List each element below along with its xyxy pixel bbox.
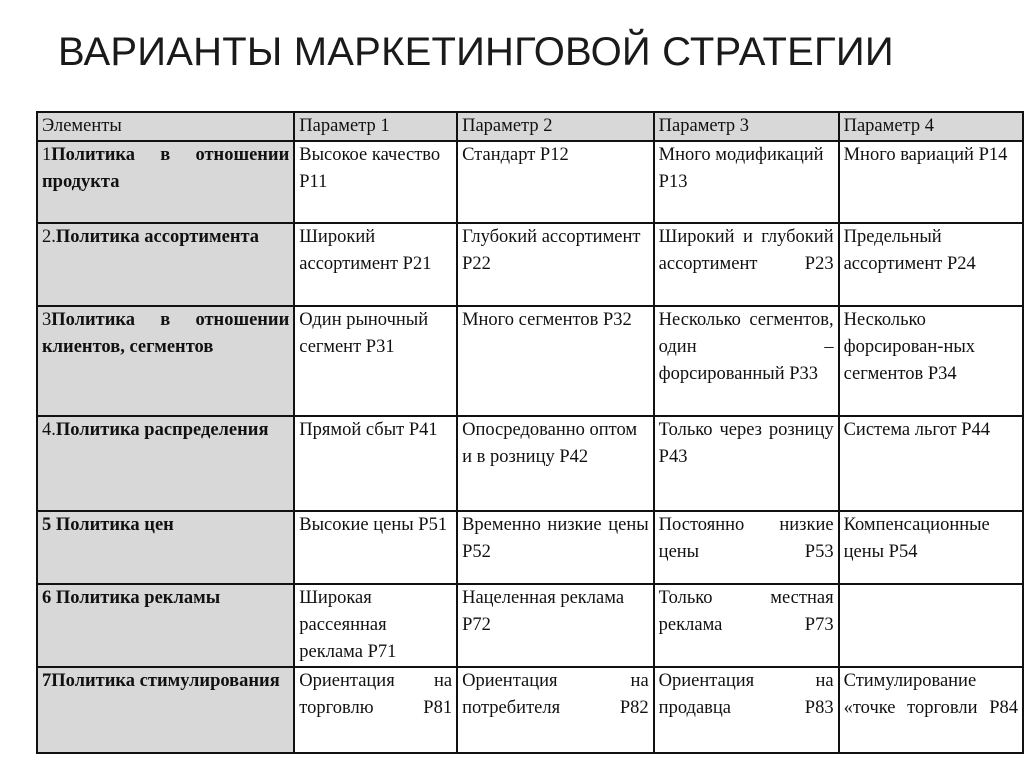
header-cell-param-1: Параметр 1 [294,112,457,141]
table-cell: Система льгот Р44 [839,416,1023,511]
table-cell: Ориентация на потребителя Р82 [457,667,654,753]
strategy-table [36,111,1024,754]
table-cell: Опосредованно оптом и в розницу Р42 [457,416,654,511]
table-cell: Стимулирование «точке торговли Р84 [839,667,1023,753]
table-row [37,223,1023,306]
table-cell: Постоянно низкие цены Р53 [654,511,839,584]
row-label-price [37,511,294,584]
table-row [37,306,1023,416]
row-label-clients [37,306,294,416]
row-label-text: Политика ассортимента [55,227,260,247]
header-cell-param-4: Параметр 4 [839,112,1023,141]
table-cell: Широкая рассеянная реклама Р71 [294,584,457,667]
table-cell: Один рыночный сегмент Р31 [294,306,457,416]
header-cell-param-3: Параметр 3 [654,112,839,141]
table-cell: Только местная реклама Р73 [654,584,839,667]
table-cell: Высокое качество Р11 [294,141,457,223]
slide-title: ВАРИАНТЫ МАРКЕТИНГОВОЙ СТРАТЕГИИ [58,30,894,74]
table-cell: Много сегментов Р32 [457,306,654,416]
row-label-distribution [37,416,294,511]
row-number: 3 [42,310,52,330]
row-label-text: Политика в отношении продукта [42,145,290,192]
row-number: 4. [42,420,56,440]
table-cell: Высокие цены Р51 [294,511,457,584]
row-label-text: Политика в отношении клиентов, сегментов [42,310,290,357]
table-row [37,511,1023,584]
row-number: 7 [42,671,52,691]
table-cell: Прямой сбыт Р41 [294,416,457,511]
table-cell: Несколько сегментов, один – форсированный Р33 [654,306,839,416]
table-row [37,667,1023,753]
table-cell: Компенсационные цены Р54 [839,511,1023,584]
header-cell-param-2: Параметр 2 [457,112,654,141]
row-label-assortment [37,223,294,306]
row-number: 1 [42,145,52,165]
row-label-product [37,141,294,223]
row-number: 6 [42,588,52,608]
table-row [37,416,1023,511]
row-label-text: Политика стимулирования [51,671,280,691]
table-cell: Несколько форсирован-ных сегментов Р34 [839,306,1023,416]
table-cell: Глубокий ассортимент Р22 [457,223,654,306]
table-cell: Ориентация на продавца Р83 [654,667,839,753]
table-row [37,141,1023,223]
table-cell: Ориентация на торговлю Р81 [294,667,457,753]
row-label-promotion [37,667,294,753]
header-cell-elements: Элементы [37,112,294,141]
table-cell: Предельный ассортимент Р24 [839,223,1023,306]
table-cell: Только через розницу Р43 [654,416,839,511]
table-cell: Много вариаций Р14 [839,141,1023,223]
row-label-advertising [37,584,294,667]
table-cell: Стандарт Р12 [457,141,654,223]
row-label-text: Политика рекламы [51,588,221,608]
row-label-text: Политика цен [51,515,174,535]
row-label-text: Политика распределения [55,420,269,440]
table-cell: Нацеленная реклама Р72 [457,584,654,667]
table-row [37,584,1023,667]
table-cell: Широкий ассортимент Р21 [294,223,457,306]
table-cell: Широкий и глубокий ассортимент Р23 [654,223,839,306]
row-number: 5 [42,515,52,535]
row-number: 2. [42,227,56,247]
table-cell [839,584,1023,667]
table-header-row [37,112,1023,141]
table-cell: Временно низкие цены Р52 [457,511,654,584]
table-cell: Много модификаций Р13 [654,141,839,223]
